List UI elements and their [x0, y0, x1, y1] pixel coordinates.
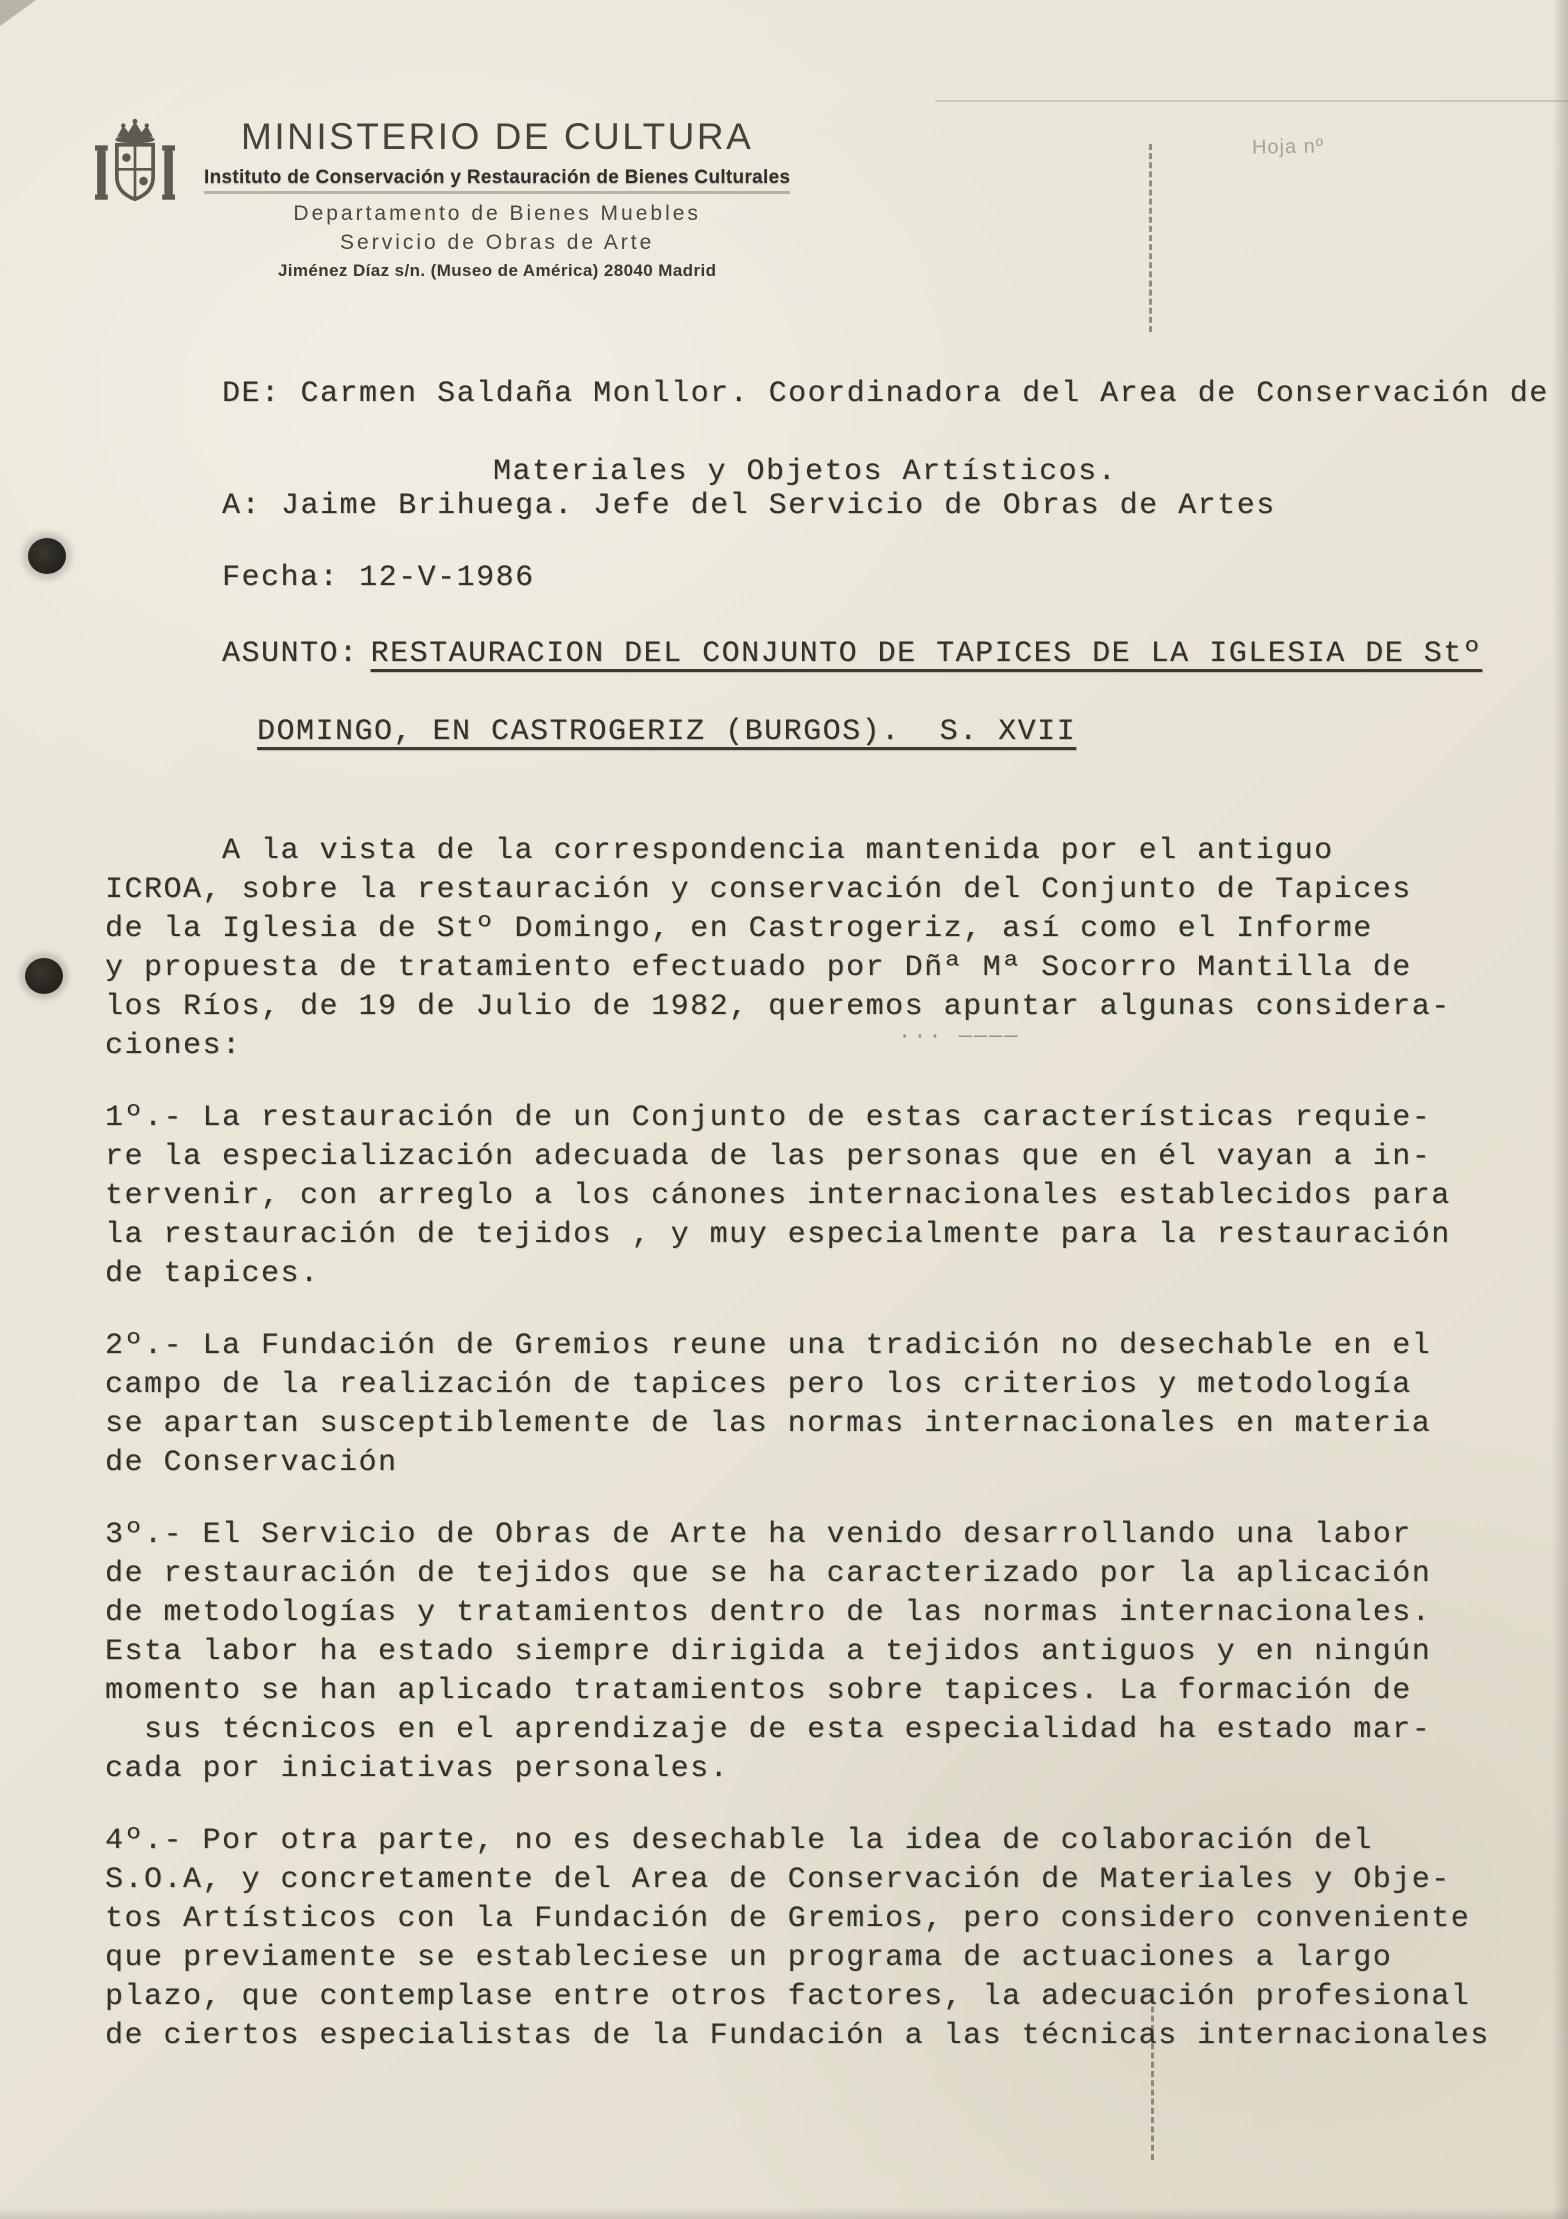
intro-paragraph: [105, 832, 1545, 1066]
text-line: Esta labor ha estado siempre dirigida a tejidos antiguos y en ningún: [105, 1635, 1432, 1669]
text-line: de la Iglesia de Stº Domingo, en Castrogeriz, así como el Informe: [105, 912, 1373, 946]
text-line: momento se han aplicado tratamientos sobre tapices. La formación de: [105, 1674, 1412, 1708]
letterhead-text: [204, 116, 790, 281]
text-line: tervenir, con arreglo a los cánones internacionales establecidos para: [105, 1179, 1451, 1213]
point-3-paragraph: [105, 1516, 1545, 1789]
paper-edge-shadow: [1552, 0, 1568, 2219]
fecha-value: 12-V-1986: [359, 561, 535, 595]
faint-rule-mark: [935, 100, 1568, 102]
text-line: que previamente se estableciese un programa de actuaciones a largo: [105, 1941, 1393, 1975]
punch-hole: [28, 538, 66, 574]
text-line: de metodologías y tratamientos dentro de las normas internacionales.: [105, 1596, 1432, 1630]
text-line: y propuesta de tratamiento efectuado por Dñª Mª Socorro Mantilla de: [105, 951, 1412, 985]
point-4-paragraph: [105, 1822, 1545, 2056]
memo-body: [105, 832, 1545, 2089]
text-line: de tapices.: [105, 1257, 320, 1291]
point-2-paragraph: [105, 1327, 1545, 1483]
text-line: plazo, que contemplase entre otros factores, la adecuación profesional: [105, 1980, 1471, 2014]
institute-line: Instituto de Conservación y Restauración de Bienes Culturales: [204, 167, 790, 194]
text-line: los Ríos, de 19 de Julio de 1982, queremos apuntar algunas considera-: [105, 990, 1451, 1024]
text-line: sus técnicos en el aprendizaje de esta especialidad ha estado mar-: [105, 1713, 1432, 1747]
letterhead: [86, 116, 790, 281]
fecha-label: Fecha:: [222, 561, 340, 595]
hoja-number-label: Hoja nº: [1251, 135, 1325, 159]
text-line: se apartan susceptiblemente de las normas internacionales en materia: [105, 1407, 1432, 1441]
de-value-line1: Carmen Saldaña Monllor. Coordinadora del Area de Conservación de: [300, 377, 1549, 411]
scan-corner-artifact: [0, 0, 36, 26]
field-asunto: [105, 596, 1482, 752]
text-line: A la vista de la correspondencia mantenida por el antiguo: [105, 834, 1334, 868]
text-line: de ciertos especialistas de la Fundación a las técnicas internacionales: [105, 2019, 1490, 2053]
a-value: Jaime Brihuega. Jefe del Servicio de Obras de Artes: [281, 489, 1276, 523]
text-line: de Conservación: [105, 1446, 398, 1480]
text-line: 3º.- El Servicio de Obras de Arte ha venido desarrollando una labor: [105, 1518, 1412, 1552]
text-line: la restauración de tejidos , y muy especialmente para la restauración: [105, 1218, 1451, 1252]
address-line: Jiménez Díaz s/n. (Museo de América) 28040 Madrid: [277, 261, 717, 280]
fold-dash-mark: [1149, 144, 1152, 332]
department-line: Departamento de Bienes Muebles: [293, 202, 701, 225]
asunto-label: ASUNTO:: [222, 637, 359, 671]
text-line: tos Artísticos con la Fundación de Gremios, pero considero conveniente: [105, 1902, 1471, 1936]
paper-edge-shadow: [0, 2207, 1568, 2219]
coat-of-arms-icon: [86, 116, 184, 228]
text-line: campo de la realización de tapices pero los criterios y metodología: [105, 1368, 1412, 1402]
a-label: A:: [222, 489, 262, 523]
asunto-subject-line1: RESTAURACION DEL CONJUNTO DE TAPICES DE LA IGLESIA DE Stº: [370, 637, 1483, 671]
de-label: DE:: [222, 377, 281, 411]
text-line: ICROA, sobre la restauración y conservación del Conjunto de Tapices: [105, 873, 1412, 907]
text-line: 4º.- Por otra parte, no es desechable la idea de colaboración del: [105, 1824, 1373, 1858]
text-line: de restauración de tejidos que se ha caracterizado por la aplicación: [105, 1557, 1432, 1591]
service-line: Servicio de Obras de Arte: [340, 231, 655, 254]
text-line: ciones:: [105, 1029, 242, 1063]
text-line: 1º.- La restauración de un Conjunto de estas características requie-: [105, 1101, 1432, 1135]
text-line: cada por iniciativas personales.: [105, 1752, 730, 1786]
point-1-paragraph: [105, 1099, 1545, 1294]
punch-hole: [25, 958, 63, 994]
text-line: 2º.- La Fundación de Gremios reune una tradición no desechable en el: [105, 1329, 1432, 1363]
asunto-subject-line2: DOMINGO, EN CASTROGERIZ (BURGOS). S. XVII: [257, 715, 1077, 749]
ministry-title: MINISTERIO DE CULTURA: [241, 116, 754, 157]
pencil-stray-mark: ··· ————: [898, 1024, 1020, 1049]
text-line: S.O.A, y concretamente del Area de Conservación de Materiales y Obje-: [105, 1863, 1451, 1897]
text-line: re la especialización adecuada de las personas que en él vayan a in-: [105, 1140, 1432, 1174]
de-value-line2: Materiales y Objetos Artísticos.: [493, 455, 1118, 489]
